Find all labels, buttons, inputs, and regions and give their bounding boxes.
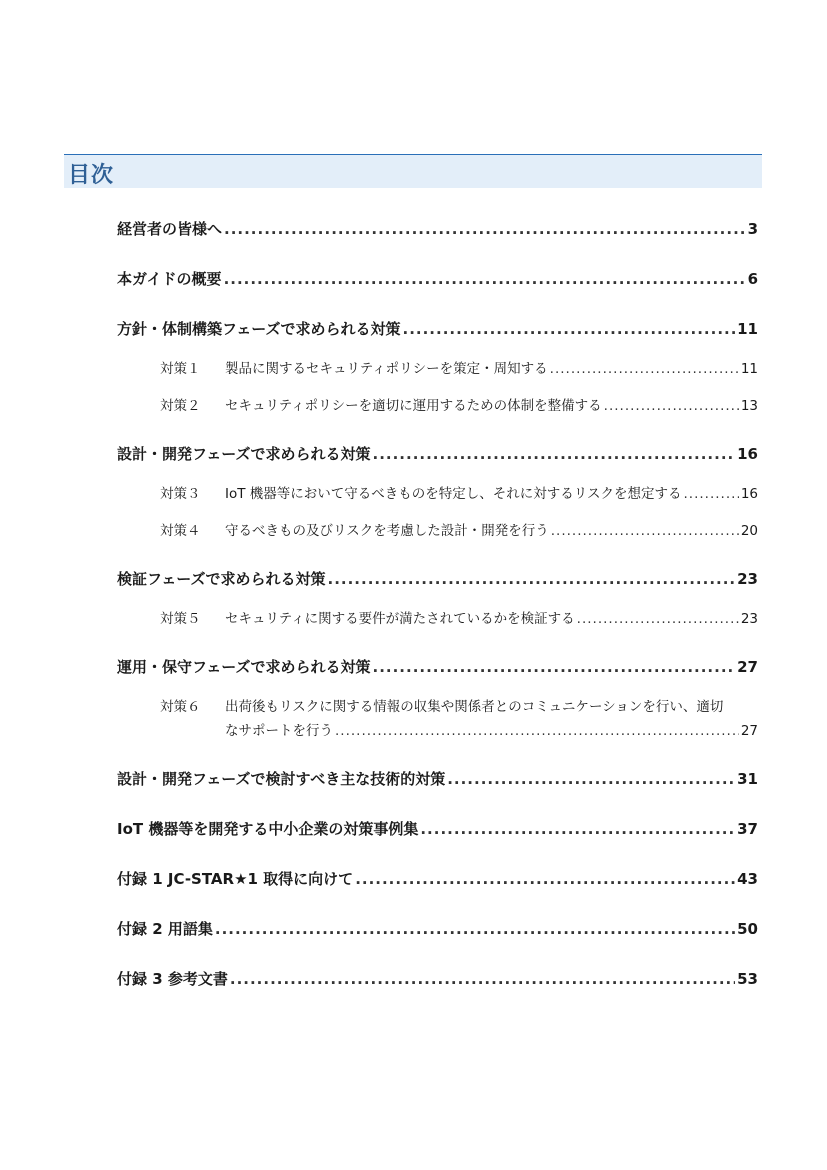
toc-entry[interactable] — [117, 868, 758, 889]
toc-subentry-continuation[interactable] — [225, 719, 758, 739]
toc-leader-dots — [230, 970, 735, 988]
toc-subentry-title: 出荷後もリスクに関する情報の収集や関係者とのコミュニケーションを行い、適切 — [225, 699, 724, 715]
toc-leader-dots — [373, 445, 736, 463]
toc-leader-dots — [577, 611, 739, 627]
toc-entry-title: 経営者の皆様へ — [117, 220, 223, 238]
toc-entry-title: 付録 2 用語集 — [117, 920, 213, 938]
toc-leader-dots — [224, 270, 746, 288]
toc-leader-dots — [604, 398, 739, 414]
toc-entry-title: 設計・開発フェーズで求められる対策 — [117, 445, 371, 463]
toc-leader-dots — [215, 920, 735, 938]
toc-entry-title: IoT 機器等を開発する中小企業の対策事例集 — [117, 820, 419, 838]
toc-subentry[interactable] — [160, 482, 758, 502]
toc-subentry-number: 対策６ — [160, 699, 201, 715]
toc-entry[interactable] — [117, 318, 758, 339]
toc-entry[interactable] — [117, 968, 758, 989]
toc-leader-dots — [335, 723, 739, 739]
page-title: 目次 — [68, 163, 115, 188]
toc-entry-page: 37 — [737, 820, 758, 838]
toc-subentry[interactable] — [160, 357, 758, 377]
toc-entry-page: 23 — [737, 570, 758, 588]
toc-subentry-number: 対策５ — [160, 611, 201, 627]
toc-subentry-title: IoT 機器等において守るべきものを特定し、それに対するリスクを想定する — [225, 486, 682, 502]
toc-leader-dots — [373, 658, 736, 676]
toc-header-band — [64, 154, 762, 188]
toc-entry-page: 16 — [737, 445, 758, 463]
toc-leader-dots — [447, 770, 735, 788]
toc-entry-title: 運用・保守フェーズで求められる対策 — [117, 658, 371, 676]
toc-subentry-number: 対策４ — [160, 523, 201, 539]
toc-subentry-page: 20 — [740, 523, 758, 539]
toc-entry-page: 31 — [737, 770, 758, 788]
toc-leader-dots — [328, 570, 736, 588]
toc-entry[interactable] — [117, 443, 758, 464]
toc-entry[interactable] — [117, 218, 758, 239]
toc-leader-dots — [684, 486, 739, 502]
toc-entry[interactable] — [117, 568, 758, 589]
toc-entry[interactable] — [117, 656, 758, 677]
toc-subentry-page: 23 — [740, 611, 758, 627]
toc-subentry-title: 製品に関するセキュリティポリシーを策定・周知する — [225, 361, 548, 377]
toc-entry-title: 本ガイドの概要 — [117, 270, 222, 288]
toc-entry-page: 50 — [737, 920, 758, 938]
toc-subentry-page: 16 — [740, 486, 758, 502]
toc-leader-dots — [224, 220, 746, 238]
toc-entry-title: 方針・体制構築フェーズで求められる対策 — [117, 320, 401, 338]
toc-subentry-title: セキュリティポリシーを適切に運用するための体制を整備する — [225, 398, 602, 414]
toc-entry[interactable] — [117, 818, 758, 839]
toc-leader-dots — [550, 361, 739, 377]
toc-leader-dots — [420, 820, 735, 838]
toc-entry[interactable] — [117, 268, 758, 289]
toc-subentry-number: 対策１ — [160, 361, 201, 377]
toc-entry-page: 3 — [747, 220, 758, 238]
toc-leader-dots — [355, 870, 735, 888]
toc-entry-page: 27 — [737, 658, 758, 676]
toc-entry-page: 6 — [747, 270, 758, 288]
toc-subentry-title-cont: なサポートを行う — [225, 723, 333, 739]
toc-entry-page: 11 — [737, 320, 758, 338]
toc-subentry-first-line[interactable] — [160, 695, 758, 715]
toc-subentry-number: 対策３ — [160, 486, 201, 502]
toc-entry-title: 検証フェーズで求められる対策 — [117, 570, 326, 588]
toc-subentry[interactable] — [160, 607, 758, 627]
toc-entry[interactable] — [117, 918, 758, 939]
toc-subentry-page: 13 — [740, 398, 758, 414]
toc-subentry-title: 守るべきもの及びリスクを考慮した設計・開発を行う — [225, 523, 549, 539]
toc-entry-title: 設計・開発フェーズで検討すべき主な技術的対策 — [117, 770, 446, 788]
toc-leader-dots — [403, 320, 736, 338]
toc-subentry[interactable] — [160, 519, 758, 539]
toc-entry-page: 53 — [737, 970, 758, 988]
toc-subentry-page: 27 — [740, 723, 758, 739]
toc-subentry[interactable] — [160, 394, 758, 414]
toc-entry-page: 43 — [737, 870, 758, 888]
toc-subentry-page: 11 — [740, 361, 758, 377]
toc-entry[interactable] — [117, 768, 758, 789]
toc-entry-title: 付録 3 参考文書 — [117, 970, 228, 988]
toc-leader-dots — [551, 523, 739, 539]
toc-subentry-title: セキュリティに関する要件が満たされているかを検証する — [225, 611, 575, 627]
toc-entry-title: 付録 1 JC-STAR★1 取得に向けて — [117, 870, 354, 888]
toc-subentry-number: 対策２ — [160, 398, 201, 414]
